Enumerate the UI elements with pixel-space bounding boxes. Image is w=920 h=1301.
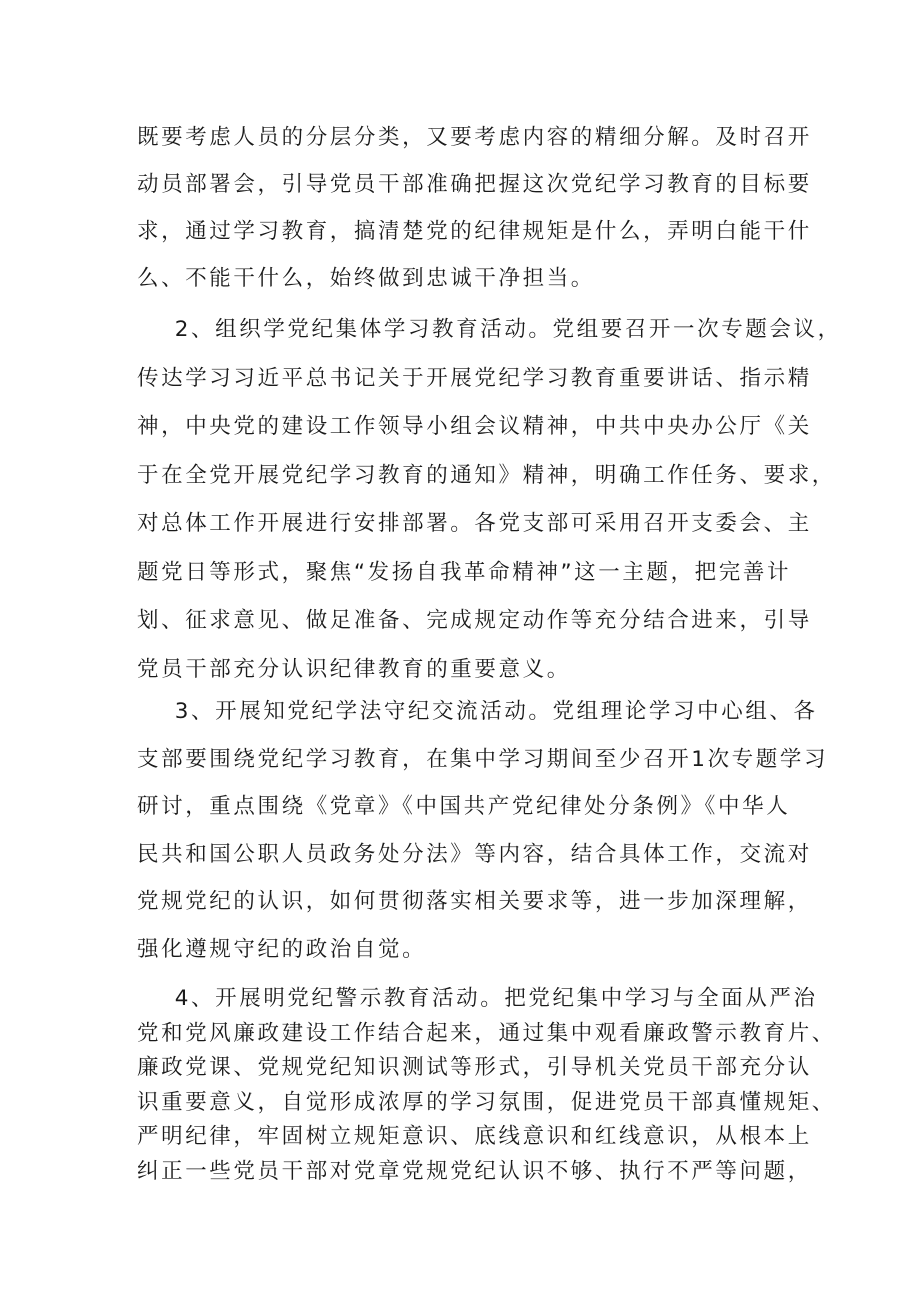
- text-line: 廉政党课、党规党纪知识测试等形式，引导机关党员干部充分认: [137, 1055, 812, 1080]
- text-line: 党员干部充分认识纪律教育的重要意义。: [137, 656, 571, 682]
- text-line: 研讨，重点围绕《党章》《中国共产党纪律处分条例》《中华人: [137, 794, 791, 819]
- text-line: 传达学习习近平总书记关于开展党纪学习教育重要讲话、指示精: [137, 365, 812, 391]
- text-line: 对总体工作开展进行安排部署。各党支部可采用召开支委会、主: [137, 511, 812, 536]
- text-line: 支部要围绕党纪学习教育，在集中学习期间至少召开1次专题学习: [137, 746, 829, 772]
- text-line: 题党日等形式，聚焦“发扬自我革命精神”这一主题，把完善计: [137, 559, 792, 585]
- text-line: 纠正一些党员干部对党章党规党纪认识不够、执行不严等问题，: [137, 1158, 812, 1184]
- text-line: 划、征求意见、做足准备、完成规定动作等充分结合进来，引导: [137, 608, 812, 633]
- text-line: 严明纪律，牢固树立规矩意识、底线意识和红线意识，从根本上: [137, 1124, 812, 1149]
- paragraph-4: [137, 982, 836, 1189]
- text-line: 党规党纪的认识，如何贯彻落实相关要求等，进一步加深理解，: [137, 889, 812, 914]
- text-line: 2、组织学党纪集体学习教育活动。党组要召开一次专题会议，: [137, 317, 842, 342]
- text-line: 强化遵规守纪的政治自觉。: [137, 936, 427, 962]
- text-line: 民共和国公职人员政务处分法》等内容，结合具体工作，交流对: [137, 841, 812, 867]
- paragraph-3: [137, 688, 829, 973]
- text-line: 党和党风廉政建设工作结合起来，通过集中观看廉政警示教育片、: [137, 1020, 836, 1046]
- text-line: 4、开展明党纪警示教育活动。把党纪集中学习与全面从严治: [137, 986, 818, 1011]
- text-line: 神，中央党的建设工作领导小组会议精神，中共中央办公厅《关: [137, 414, 812, 439]
- text-line: 3、开展知党纪学法守纪交流活动。党组理论学习中心组、各: [137, 699, 818, 724]
- text-line: 于在全党开展党纪学习教育的通知》精神，明确工作任务、要求，: [137, 462, 836, 488]
- text-line: 求，通过学习教育，搞清楚党的纪律规矩是什么，弄明白能干什: [137, 219, 812, 244]
- text-line: 么、不能干什么，始终做到忠诚干净担当。: [137, 266, 595, 291]
- text-line: 动员部署会，引导党员干部准确把握这次党纪学习教育的目标要: [137, 172, 812, 197]
- text-line: 识重要意义，自觉形成浓厚的学习氛围，促进党员干部真懂规矩、: [137, 1089, 836, 1115]
- text-line: 既要考虑人员的分层分类，又要考虑内容的精细分解。及时召开: [137, 125, 812, 150]
- paragraph-1: [137, 114, 812, 302]
- paragraph-2: [137, 306, 842, 694]
